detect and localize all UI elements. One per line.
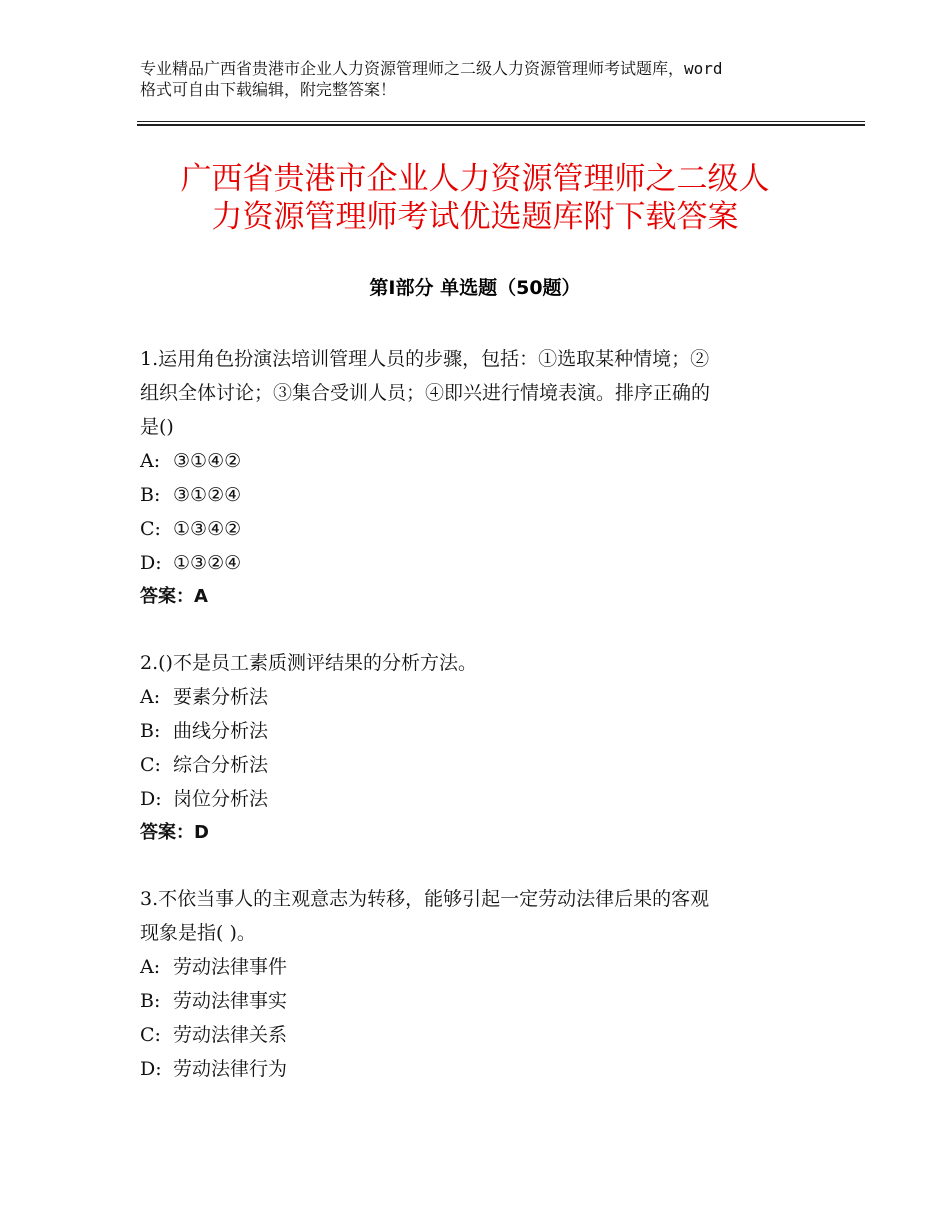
- question-list: [140, 342, 805, 1118]
- header-line-1: 专业精品广西省贵港市企业人力资源管理师之二级人力资源管理师考试题库，word: [140, 59, 723, 78]
- title-line-1: 广西省贵港市企业人力资源管理师之二级人: [180, 161, 770, 197]
- option-label: A:: [140, 956, 161, 978]
- option-b: [140, 984, 805, 1018]
- question-stem-line: 2.()不是员工素质测评结果的分析方法。: [140, 652, 477, 674]
- option-label: A:: [140, 686, 161, 708]
- option-text: 岗位分析法: [173, 788, 269, 810]
- option-c: [140, 748, 805, 782]
- question-stem-line: 现象是指( )。: [140, 922, 256, 944]
- question-stem-line: 是(): [140, 416, 174, 438]
- option-label: B:: [140, 990, 161, 1012]
- option-d: [140, 546, 805, 580]
- document-title: [0, 160, 950, 236]
- option-text: 要素分析法: [173, 686, 269, 708]
- option-label: B:: [140, 720, 161, 742]
- option-text: ①③④②: [173, 518, 242, 540]
- option-label: D:: [140, 1058, 162, 1080]
- option-b: [140, 478, 805, 512]
- option-label: B:: [140, 484, 161, 506]
- option-c: [140, 1018, 805, 1052]
- option-a: [140, 680, 805, 714]
- option-label: C:: [140, 518, 161, 540]
- option-text: ③①④②: [173, 450, 242, 472]
- option-text: 劳动法律关系: [173, 1024, 288, 1046]
- option-text: 劳动法律行为: [173, 1058, 288, 1080]
- header-line-2: 格式可自由下载编辑，附完整答案！: [140, 80, 397, 99]
- question-3: [140, 882, 805, 1086]
- header-divider-thin: [137, 121, 865, 122]
- option-text: 劳动法律事件: [173, 956, 288, 978]
- answer: 答案：A: [140, 586, 208, 607]
- option-c: [140, 512, 805, 546]
- option-label: C:: [140, 1024, 161, 1046]
- option-d: [140, 1052, 805, 1086]
- header-divider-thick: [137, 124, 865, 126]
- section-heading: 第Ⅰ部分 单选题（50题）: [369, 277, 581, 299]
- option-label: D:: [140, 788, 162, 810]
- answer: 答案：D: [140, 822, 209, 843]
- page-header: [140, 58, 830, 100]
- question-2: [140, 646, 805, 850]
- option-label: A:: [140, 450, 161, 472]
- option-d: [140, 782, 805, 816]
- option-text: 综合分析法: [173, 754, 269, 776]
- question-stem-line: 3.不依当事人的主观意志为转移，能够引起一定劳动法律后果的客观: [140, 888, 710, 910]
- option-text: 曲线分析法: [173, 720, 269, 742]
- option-a: [140, 950, 805, 984]
- option-a: [140, 444, 805, 478]
- title-line-2: 力资源管理师考试优选题库附下载答案: [211, 199, 739, 235]
- option-label: D:: [140, 552, 162, 574]
- option-text: ③①②④: [173, 484, 242, 506]
- question-stem-line: 1.运用角色扮演法培训管理人员的步骤，包括：①选取某种情境；②: [140, 348, 710, 370]
- option-label: C:: [140, 754, 161, 776]
- option-text: 劳动法律事实: [173, 990, 288, 1012]
- question-1: [140, 342, 805, 614]
- question-stem-line: 组织全体讨论；③集合受训人员；④即兴进行情境表演。排序正确的: [140, 382, 711, 404]
- option-text: ①③②④: [173, 552, 242, 574]
- option-b: [140, 714, 805, 748]
